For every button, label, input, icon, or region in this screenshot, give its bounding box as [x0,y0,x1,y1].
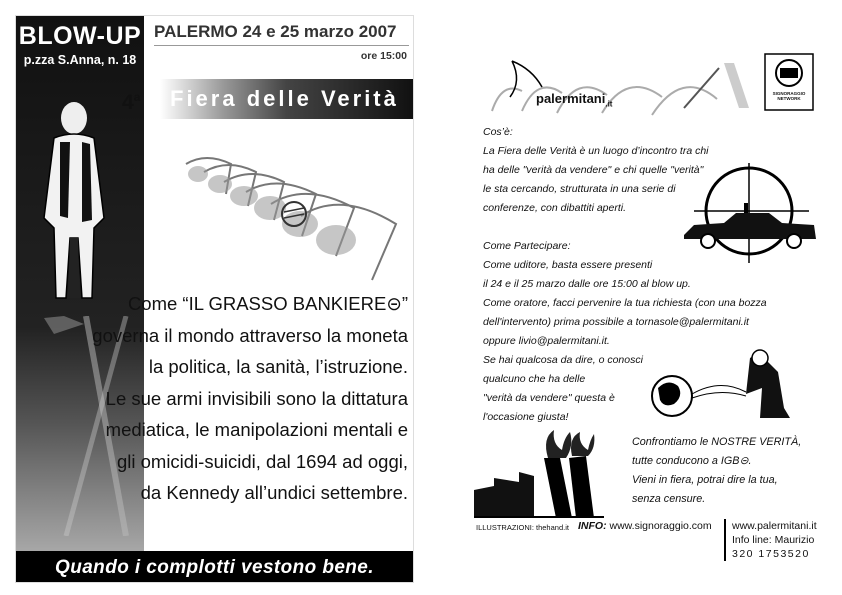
body-line: Come “IL GRASSO BANKIERE⊝” [127,293,408,314]
body-line: mediatica, le manipolazioni mentali e [105,419,408,440]
signoraggio-logo-text: SIGNORAGGIO NETWORK [772,91,806,101]
left-flyer [15,15,414,583]
edition-suffix: a [133,90,141,104]
right-flyer [474,43,830,573]
intro-line: il 24 e il 25 marzo dalle ore 15:00 al blow up. [483,278,691,290]
intro-line: Come Partecipare: [483,240,571,252]
logo-text: palermitani [536,91,606,106]
blowup-title: BLOW-UP [18,22,142,50]
info-site: www.signoraggio.com [606,520,712,532]
body-line: gli omicidi-suicidi, dal 1694 ad oggi, [116,450,408,472]
intro-line: Se hai qualcosa da dire, o conosci [483,354,643,366]
intro-line [483,218,783,237]
logo-suffix: .it [605,99,613,109]
intro-line: dell'intervento) prima possibile a tornasole@palermitani.it [483,316,749,328]
signoraggio-logo-icon [764,53,814,111]
phone-number: 320 1753520 [732,548,810,560]
divider [154,45,409,46]
left-body-text [36,288,408,509]
closing-text [632,433,832,509]
site-url: www.palermitani.it [732,520,817,532]
contacts [724,519,817,561]
burning-towers-illustration [474,428,624,518]
closing-line: Confrontiamo le NOSTRE VERITÀ, [632,436,802,448]
body-line: da Kennedy all’undici settembre. [140,482,408,503]
intro-line: ha delle "verità da vendere" e chi quelle "verità" [483,164,704,176]
intro-line: le sta cercando, strutturata in una serie di [483,183,676,195]
intro-line: Cos’è: [483,126,513,138]
intro-line: l'occasione giusta! [483,411,569,423]
blowup-address: p.zza S.Anna, n. 18 [23,53,137,67]
body-line: la politica, la sanità, l’istruzione. [148,356,408,377]
pen-illustration [679,58,759,113]
event-date: PALERMO 24 e 25 marzo 2007 [154,22,397,41]
slogan: Quando i complotti vestono bene. [55,557,374,578]
intro-line: Come uditore, basta essere presenti [483,259,653,271]
intro-line: qualcuno che ha delle [483,373,586,385]
info-line [578,520,712,532]
body-line: Le sue armi invisibili sono la dittatura [105,387,408,409]
closing-line: Vieni in fiera, potrai dire la tua, [632,474,778,486]
fair-title: Fiera delle Verità [170,86,399,111]
intro-line: conferenze, con dibattiti aperti. [483,202,627,214]
event-time: ore 15:00 [360,50,407,62]
illustrations-credit: ILLUSTRAZIONI: thehand.it [476,523,569,532]
intro-line: "verità da vendere" questa è [483,392,615,404]
palermitani-logo [536,91,612,109]
closing-line: senza censure. [632,493,706,505]
bowing-men-illustration [176,144,406,294]
globe-banker-illustration [650,348,800,430]
info-line-contact: Info line: Maurizio [732,534,815,546]
edition-digit: 4 [122,91,134,114]
intro-line: oppure livio@palermitani.it. [483,335,610,347]
closing-line: tutte conducono a IGB⊝. [632,455,752,467]
intro-line: Come oratore, facci pervenire la tua richiesta (con una bozza [483,297,767,309]
edition-number [122,90,140,115]
intro-line: La Fiera delle Verità è un luogo d’incontro tra chi [483,145,709,157]
body-line: governa il mondo attraverso la moneta [92,324,408,346]
info-label: INFO: [578,520,607,532]
